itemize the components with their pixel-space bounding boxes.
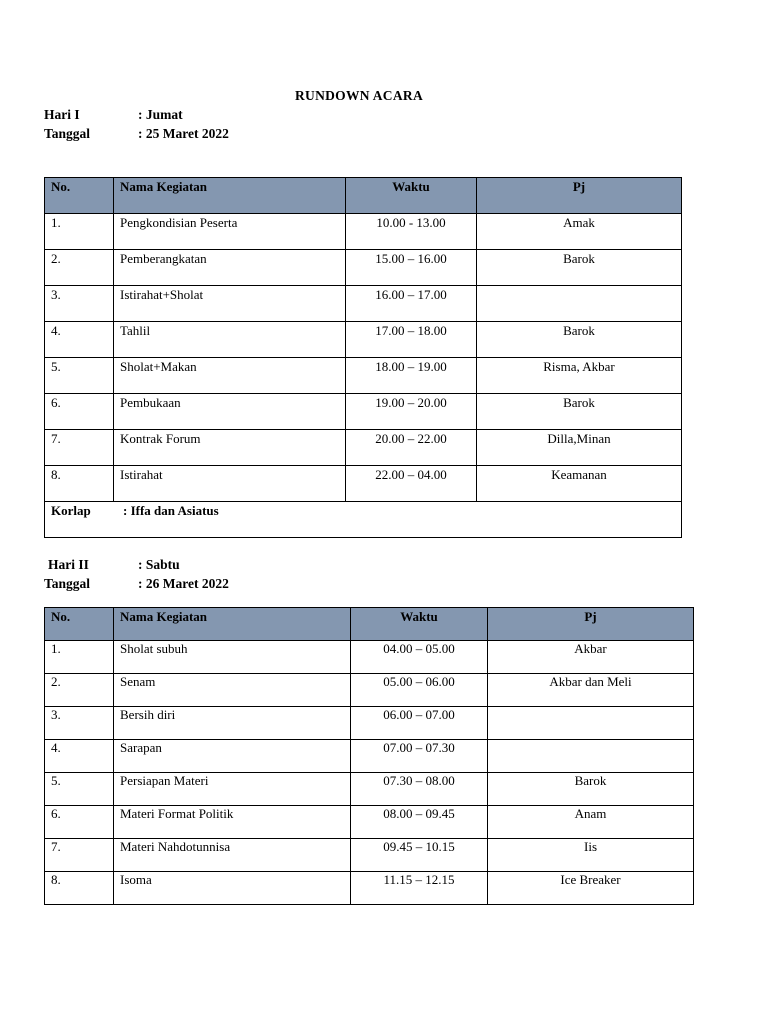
day2-hari-value: : Sabtu <box>138 557 180 572</box>
table-row <box>45 674 694 707</box>
cell-waktu: 19.00 – 20.00 <box>346 394 477 430</box>
day2-hari-label: Hari II <box>48 557 89 572</box>
table-row <box>45 286 682 322</box>
cell-pj: Akbar <box>488 641 694 674</box>
table-row <box>45 707 694 740</box>
cell-waktu: 20.00 – 22.00 <box>346 430 477 466</box>
header-pj: Pj <box>477 178 682 214</box>
header-waktu: Waktu <box>346 178 477 214</box>
table-row <box>45 394 682 430</box>
cell-no: 7. <box>45 839 114 872</box>
cell-waktu: 17.00 – 18.00 <box>346 322 477 358</box>
cell-pj: Keamanan <box>477 466 682 502</box>
cell-no: 3. <box>45 707 114 740</box>
day2-hari-row <box>44 555 229 574</box>
document-title: RUNDOWN ACARA <box>294 88 424 103</box>
cell-no: 2. <box>45 674 114 707</box>
cell-no: 5. <box>45 358 114 394</box>
day1-tanggal-row <box>44 124 229 143</box>
cell-pj <box>488 707 694 740</box>
korlap-row <box>45 502 682 538</box>
table-row <box>45 358 682 394</box>
cell-pj <box>477 286 682 322</box>
table-row <box>45 430 682 466</box>
cell-kegiatan: Pembukaan <box>114 394 346 430</box>
day2-schedule-table <box>44 607 694 905</box>
table-row <box>45 773 694 806</box>
cell-waktu: 15.00 – 16.00 <box>346 250 477 286</box>
header-no: No. <box>45 178 114 214</box>
cell-kegiatan: Sholat subuh <box>114 641 351 674</box>
day2-tanggal-row <box>44 574 229 593</box>
header-pj: Pj <box>488 608 694 641</box>
cell-no: 1. <box>45 641 114 674</box>
cell-no: 6. <box>45 394 114 430</box>
header-kegiatan: Nama Kegiatan <box>114 608 351 641</box>
table-row <box>45 322 682 358</box>
table-row <box>45 214 682 250</box>
cell-pj: Ice Breaker <box>488 872 694 905</box>
cell-no: 4. <box>45 322 114 358</box>
day2-tanggal-label: Tanggal <box>44 576 91 591</box>
cell-waktu: 22.00 – 04.00 <box>346 466 477 502</box>
cell-no: 6. <box>45 806 114 839</box>
cell-pj: Dilla,Minan <box>477 430 682 466</box>
cell-pj: Barok <box>488 773 694 806</box>
day1-info <box>44 105 229 143</box>
cell-waktu: 18.00 – 19.00 <box>346 358 477 394</box>
cell-kegiatan: Isoma <box>114 872 351 905</box>
day1-schedule-table <box>44 177 682 538</box>
korlap-cell <box>45 502 682 538</box>
cell-waktu: 06.00 – 07.00 <box>351 707 488 740</box>
cell-kegiatan: Pemberangkatan <box>114 250 346 286</box>
cell-pj: Barok <box>477 394 682 430</box>
header-waktu: Waktu <box>351 608 488 641</box>
cell-kegiatan: Persiapan Materi <box>114 773 351 806</box>
cell-no: 4. <box>45 740 114 773</box>
day2-info <box>44 555 229 593</box>
cell-waktu: 05.00 – 06.00 <box>351 674 488 707</box>
cell-no: 7. <box>45 430 114 466</box>
cell-kegiatan: Pengkondisian Peserta <box>114 214 346 250</box>
cell-kegiatan: Senam <box>114 674 351 707</box>
table-row <box>45 872 694 905</box>
table-row <box>45 839 694 872</box>
day1-tanggal-value: : 25 Maret 2022 <box>138 126 229 141</box>
table-row <box>45 466 682 502</box>
cell-kegiatan: Materi Format Politik <box>114 806 351 839</box>
cell-pj: Barok <box>477 250 682 286</box>
cell-pj: Risma, Akbar <box>477 358 682 394</box>
day1-hari-label: Hari I <box>44 107 80 122</box>
cell-kegiatan: Bersih diri <box>114 707 351 740</box>
cell-waktu: 08.00 – 09.45 <box>351 806 488 839</box>
cell-pj: Barok <box>477 322 682 358</box>
table-row <box>45 740 694 773</box>
cell-kegiatan: Kontrak Forum <box>114 430 346 466</box>
korlap-label: Korlap <box>51 503 91 518</box>
day1-rows <box>45 214 682 502</box>
cell-waktu: 11.15 – 12.15 <box>351 872 488 905</box>
cell-waktu: 04.00 – 05.00 <box>351 641 488 674</box>
table-row <box>45 641 694 674</box>
cell-waktu: 07.00 – 07.30 <box>351 740 488 773</box>
day2-rows <box>45 641 694 905</box>
cell-waktu: 10.00 - 13.00 <box>346 214 477 250</box>
cell-waktu: 16.00 – 17.00 <box>346 286 477 322</box>
cell-pj <box>488 740 694 773</box>
table-header-row <box>45 608 694 641</box>
cell-no: 8. <box>45 466 114 502</box>
header-no: No. <box>45 608 114 641</box>
cell-no: 5. <box>45 773 114 806</box>
table-row <box>45 806 694 839</box>
day1-hari-row <box>44 105 229 124</box>
cell-pj: Anam <box>488 806 694 839</box>
cell-pj: Akbar dan Meli <box>488 674 694 707</box>
cell-kegiatan: Istirahat <box>114 466 346 502</box>
cell-no: 1. <box>45 214 114 250</box>
cell-kegiatan: Istirahat+Sholat <box>114 286 346 322</box>
korlap-value: : Iffa dan Asiatus <box>123 503 219 518</box>
day1-tanggal-label: Tanggal <box>44 126 91 141</box>
table-row <box>45 250 682 286</box>
table-header-row <box>45 178 682 214</box>
day1-hari-value: : Jumat <box>138 107 183 122</box>
cell-waktu: 07.30 – 08.00 <box>351 773 488 806</box>
day2-tanggal-value: : 26 Maret 2022 <box>138 576 229 591</box>
cell-pj: Amak <box>477 214 682 250</box>
cell-kegiatan: Sholat+Makan <box>114 358 346 394</box>
header-kegiatan: Nama Kegiatan <box>114 178 346 214</box>
cell-kegiatan: Tahlil <box>114 322 346 358</box>
cell-no: 8. <box>45 872 114 905</box>
cell-kegiatan: Materi Nahdotunnisa <box>114 839 351 872</box>
cell-no: 3. <box>45 286 114 322</box>
cell-pj: Iis <box>488 839 694 872</box>
cell-no: 2. <box>45 250 114 286</box>
cell-kegiatan: Sarapan <box>114 740 351 773</box>
cell-waktu: 09.45 – 10.15 <box>351 839 488 872</box>
